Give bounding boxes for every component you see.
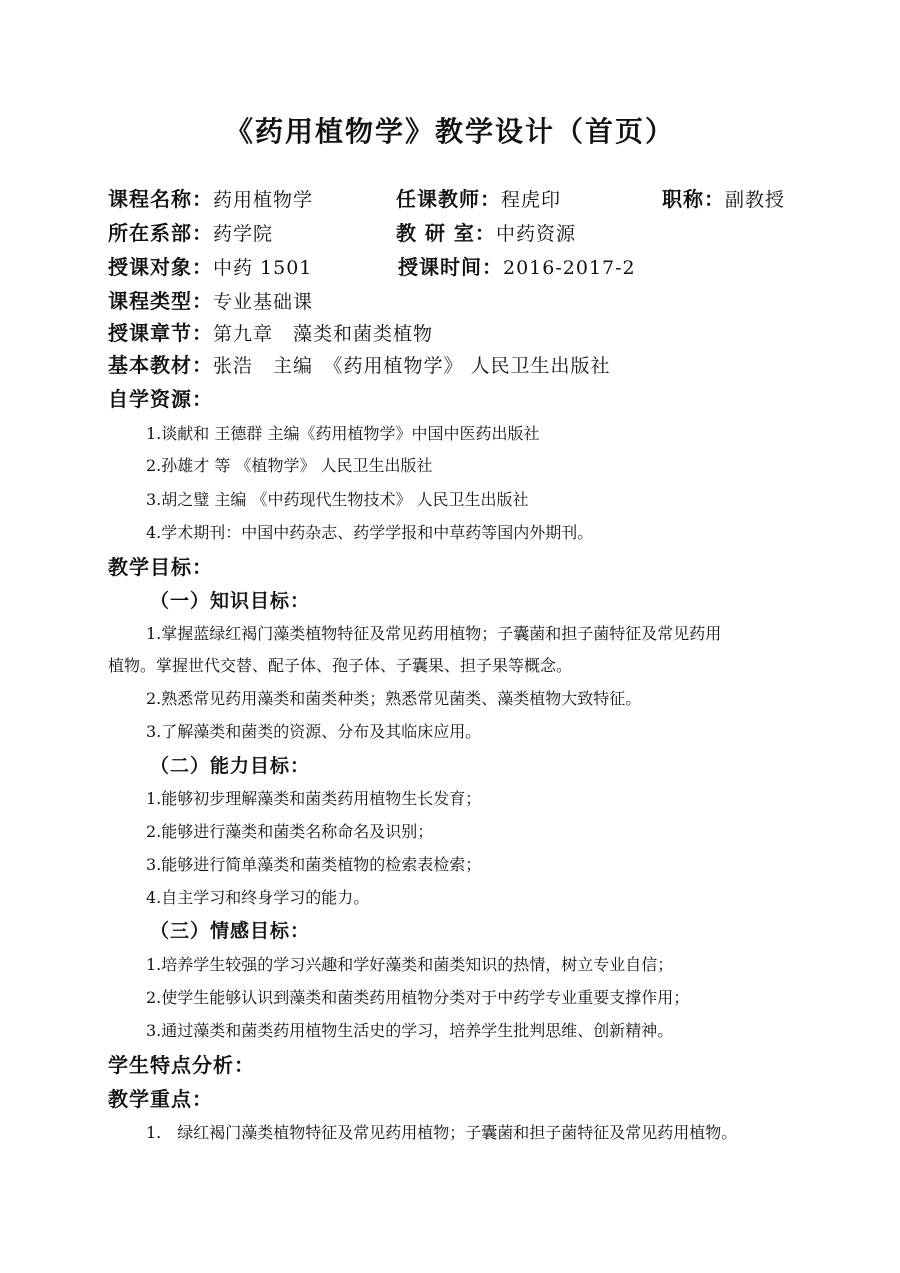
ability-item: 3.能够进行简单藻类和菌类植物的检索表检索； [146, 855, 482, 874]
textbook-label: 基本教材： [108, 353, 213, 377]
self-study-item: 4.学术期刊：中国中药杂志、药学学报和中草药等国内外期刊。 [146, 523, 594, 542]
time-label: 授课时间： [398, 255, 503, 279]
dept-value: 药学院 [213, 223, 274, 245]
textbook-row [108, 350, 611, 381]
teacher-label: 任课教师： [396, 187, 501, 211]
rank-label: 职称： [662, 187, 725, 211]
type-label: 课程类型： [108, 289, 213, 313]
ability-item: 1.能够初步理解藻类和菌类药用植物生长发育； [146, 789, 482, 808]
knowledge-heading: （一）知识目标： [150, 590, 311, 612]
key-points-heading: 教学重点： [108, 1087, 213, 1111]
chapter-value: 第九章 藻类和菌类植物 [213, 323, 434, 345]
dept-row [108, 218, 273, 249]
rank-row [662, 184, 785, 215]
time-value: 2016-2017-2 [503, 257, 636, 279]
chapter-label: 授课章节： [108, 321, 213, 345]
key-point-item: 1. 绿红褐门藻类植物特征及常见药用植物；子囊菌和担子菌特征及常见药用植物。 [146, 1123, 738, 1142]
teacher-value: 程虎印 [501, 189, 562, 211]
self-study-item: 2.孙雄才 等 《植物学》 人民卫生出版社 [146, 456, 433, 475]
audience-value: 中药 1501 [213, 257, 313, 279]
chapter-row [108, 318, 433, 349]
self-study-item: 1.谈献和 王德群 主编《药用植物学》中国中医药出版社 [146, 424, 540, 443]
emotion-item: 2.使学生能够认识到藻类和菌类药用植物分类对于中药学专业重要支撑作用； [146, 988, 690, 1007]
self-study-item: 3.胡之璧 主编 《中药现代生物技术》 人民卫生出版社 [146, 490, 529, 509]
course-name-row [108, 184, 313, 215]
time-row [398, 252, 636, 283]
audience-row [108, 252, 312, 283]
knowledge-item: 1.掌握蓝绿红褐门藻类植物特征及常见药用植物；子囊菌和担子菌特征及常见药用 [146, 624, 722, 643]
type-value: 专业基础课 [213, 291, 314, 313]
knowledge-item: 3.了解藻类和菌类的资源、分布及其临床应用。 [146, 722, 482, 741]
emotion-heading: （三）情感目标： [150, 920, 311, 942]
course-name-value: 药用植物学 [213, 189, 314, 211]
teacher-row [396, 184, 561, 215]
objectives-heading: 教学目标： [108, 555, 213, 579]
self-study-heading: 自学资源： [108, 387, 213, 411]
rank-value: 副教授 [725, 189, 786, 211]
ability-item: 2.能够进行藻类和菌类名称命名及识别； [146, 822, 434, 841]
course-name-label: 课程名称： [108, 187, 213, 211]
page-title: 《药用植物学》教学设计（首页） [224, 115, 675, 148]
knowledge-item: 植物。掌握世代交替、配子体、孢子体、子囊果、担子果等概念。 [108, 656, 573, 675]
type-row [108, 286, 313, 317]
office-label: 教 研 室： [396, 221, 496, 245]
knowledge-item: 2.熟悉常见药用藻类和菌类种类；熟悉常见菌类、藻类植物大致特征。 [146, 689, 642, 708]
office-value: 中药资源 [495, 223, 576, 245]
office-row [396, 218, 576, 249]
emotion-item: 3.通过藻类和菌类药用植物生活史的学习，培养学生批判思维、创新精神。 [146, 1021, 674, 1040]
ability-heading: （二）能力目标： [150, 755, 311, 777]
student-analysis-heading: 学生特点分析： [108, 1053, 255, 1077]
emotion-item: 1.培养学生较强的学习兴趣和学好藻类和菌类知识的热情，树立专业自信； [146, 955, 674, 974]
audience-label: 授课对象： [108, 255, 213, 279]
textbook-value: 张浩 主编 《药用植物学》 人民卫生出版社 [213, 355, 611, 377]
dept-label: 所在系部： [108, 221, 213, 245]
ability-item: 4.自主学习和终身学习的能力。 [146, 888, 370, 907]
